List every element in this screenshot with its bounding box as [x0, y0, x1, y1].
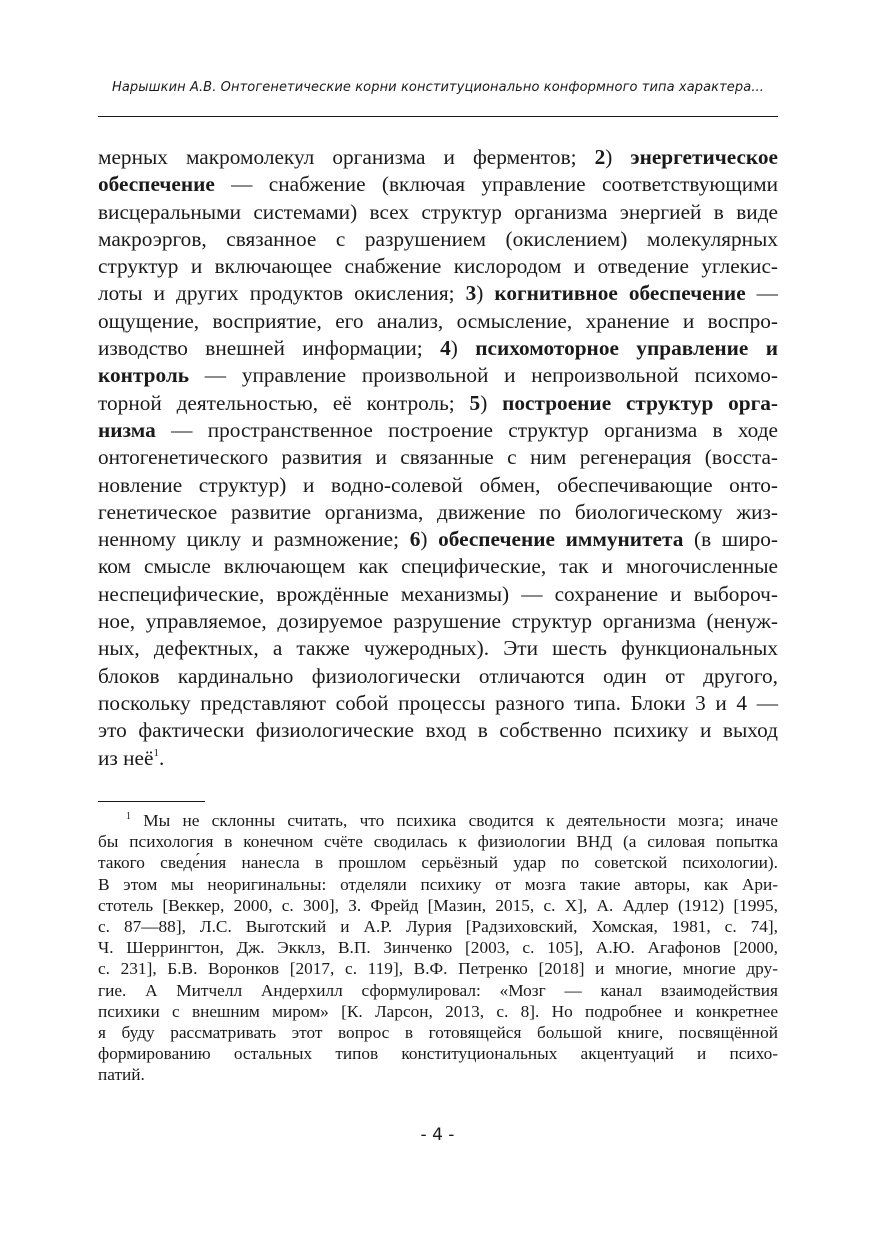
text-run: макроэргов, связанное с разрушением (окислением) молекулярных — [98, 226, 778, 251]
footnote-line — [98, 810, 778, 831]
text-run: торной деятельностью, её контроль; — [98, 390, 470, 415]
body-line — [98, 144, 778, 171]
text-run: ком смысле включающем как специфические, так и многочисленные — [98, 554, 778, 579]
text-run: Мы не склонны считать, что психика сводится к деятельности мозга; иначе — [131, 811, 778, 830]
body-line — [98, 745, 778, 772]
text-run: это фактически физиологические вход в собственно психику и выход — [98, 718, 778, 743]
text-run: ненному циклу и размножение; — [98, 527, 410, 552]
body-line — [98, 226, 778, 253]
text-run: генетическое развитие организма, движение по биологическому жиз- — [98, 499, 778, 524]
text-run: ) — [450, 336, 476, 361]
text-run: висцеральными системами) всех структур организма энергией в виде — [98, 199, 778, 224]
bold-term: когнитивное обеспечение — [494, 281, 746, 306]
bold-term: 3 — [465, 281, 477, 306]
bold-term: 4 — [440, 336, 451, 361]
text-run: с. 87—88], Л.С. Выготский и А.Р. Лурия [Радзиховский, Хомская, 1981, с. 74], — [98, 917, 778, 937]
body-line — [98, 253, 778, 280]
footnote-line — [98, 874, 778, 895]
footnote-line — [98, 1064, 778, 1085]
footnote-ref: 1 — [126, 811, 131, 822]
text-run: — пространственное построение структур организма в ходе — [155, 417, 778, 442]
body-line — [98, 690, 778, 717]
body-line — [98, 635, 778, 662]
body-line — [98, 390, 778, 417]
footnote-line — [98, 980, 778, 1001]
body-line — [98, 308, 778, 335]
body-line — [98, 499, 778, 526]
text-run: лоты и других продуктов окисления; — [98, 281, 466, 306]
text-run: . — [158, 745, 165, 770]
body-line — [98, 472, 778, 499]
text-run: неспецифические, врождённые механизмы) — сохранение и выбороч- — [98, 581, 778, 606]
text-run: ) — [480, 390, 503, 415]
text-run: новление структур) и водно-солевой обмен, обеспечивающие онто- — [98, 472, 778, 497]
body-line — [98, 280, 778, 307]
body-line — [98, 526, 778, 553]
header-rule — [98, 116, 778, 117]
footnote-line — [98, 916, 778, 937]
bold-term: построение структур орга- — [502, 390, 778, 415]
text-run: формированию остальных типов конституциональных акцентуаций и психо- — [98, 1044, 778, 1064]
footnote-rule — [98, 801, 205, 802]
text-run: — управление произвольной и непроизвольной психомо- — [189, 363, 778, 388]
text-run: — снабжение (включая управление соответствующими — [214, 172, 778, 197]
body-paragraph — [98, 144, 778, 772]
body-line — [98, 335, 778, 362]
body-line — [98, 663, 778, 690]
bold-term: психомоторное управление и — [475, 336, 778, 361]
body-line — [98, 417, 778, 444]
footnote-line — [98, 1043, 778, 1064]
text-run: изводство внешней информации; — [98, 336, 441, 361]
bold-term: обеспечение иммунитета — [438, 527, 684, 552]
body-line — [98, 362, 778, 389]
text-run: психики с внешним миром» [К. Ларсон, 2013, с. 8]. Но подробнее и конкретнее — [98, 1001, 778, 1021]
text-run: патий. — [98, 1065, 145, 1085]
body-line — [98, 608, 778, 635]
body-line — [98, 717, 778, 744]
footnote-line — [98, 1022, 778, 1043]
text-run: ных, дефектных, а также чужеродных). Эти шесть функциональных — [98, 636, 778, 661]
body-line — [98, 199, 778, 226]
text-run: мерных макромолекул организма и ферментов; — [98, 145, 595, 169]
footnote-line — [98, 895, 778, 916]
text-run: с. 231], Б.В. Воронков [2017, с. 119], В.Ф. Петренко [2018] и многие, многие дру- — [98, 959, 778, 979]
body-line — [98, 444, 778, 471]
text-run: ) — [605, 145, 631, 169]
body-line — [98, 581, 778, 608]
text-run: ) — [476, 281, 495, 306]
text-run: (в широ- — [683, 527, 778, 552]
bold-term: низма — [98, 417, 156, 442]
bold-term: 5 — [469, 390, 481, 415]
text-run: гие. А Митчелл Андерхилл сформулировал: «Мозг — канал взаимодействия — [98, 980, 778, 1000]
footnote-line — [98, 852, 778, 873]
bold-term: обеспечение — [98, 172, 215, 197]
page-number: - 4 - — [420, 1125, 455, 1145]
bold-term: 2 — [594, 145, 606, 169]
text-run: бы психология в конечном счёте сводилась к физиологии ВНД (а силовая попытка — [98, 832, 778, 852]
text-run: из неё — [98, 745, 154, 770]
running-header: Нарышкин А.В. Онтогенетические корни конституционально конформного типа характера... — [111, 80, 765, 95]
footnote-line — [98, 937, 778, 958]
bold-term: контроль — [98, 363, 190, 388]
text-run: — — [745, 281, 778, 306]
footnote-line — [98, 831, 778, 852]
text-run: поскольку представляют собой процессы разного типа. Блоки 3 и 4 — — [98, 690, 778, 715]
bold-term: энергетическое — [630, 145, 778, 169]
footnote-line — [98, 958, 778, 979]
bold-term: 6 — [409, 527, 421, 552]
text-run: блоков кардинально физиологически отличаются один от другого, — [98, 663, 778, 688]
footnote-ref: 1 — [153, 746, 159, 759]
text-run: В этом мы неоригинальны: отделяли психику от мозга такие авторы, как Ари- — [98, 874, 778, 894]
text-run: стотель [Веккер, 2000, с. 300], З. Фрейд [Мазин, 2015, с. X], А. Адлер (1912) [1995, — [98, 895, 778, 915]
footnote-line — [98, 1001, 778, 1022]
text-run: ощущение, восприятие, его анализ, осмысление, хранение и воспро- — [98, 308, 778, 333]
body-line — [98, 553, 778, 580]
text-run: я буду рассматривать этот вопрос в готовящейся большой книге, посвящённой — [98, 1023, 778, 1043]
text-run: ное, управляемое, дозируемое разрушение структур организма (ненуж- — [98, 609, 778, 634]
text-run: такого сведе́ния нанесла в прошлом серьёзный удар по советской психологии). — [98, 853, 778, 873]
text-run: структур и включающее снабжение кислородом и отведение углекис- — [98, 254, 778, 279]
footnote — [98, 810, 778, 1086]
body-line — [98, 171, 778, 198]
text-run: ) — [420, 527, 439, 552]
text-run: Ч. Шеррингтон, Дж. Экклз, В.П. Зинченко [2003, с. 105], А.Ю. Агафонов [2000, — [98, 938, 778, 958]
text-run: онтогенетического развития и связанные с ним регенерация (восста- — [98, 445, 778, 470]
